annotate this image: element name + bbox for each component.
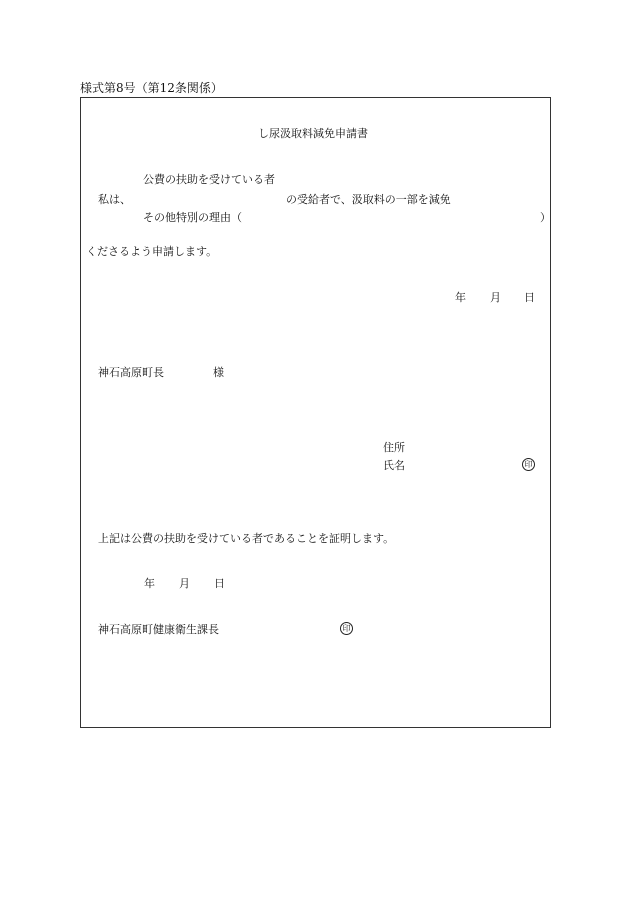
applicant-seal-icon: 印	[522, 458, 535, 471]
reason-option-public-assistance: 公費の扶助を受けている者	[143, 173, 275, 186]
reason-close-bracket: ）	[540, 211, 551, 224]
addressee-name: 神石高原町長	[98, 366, 164, 379]
subject-prefix: 私は、	[98, 193, 131, 206]
certifier-title: 神石高原町健康衛生課長	[98, 623, 219, 636]
certification-date-day: 日	[214, 577, 225, 590]
form-title: し尿汲取料減免申請書	[258, 127, 368, 140]
subject-suffix: の受給者で、汲取料の一部を減免	[286, 193, 451, 206]
certification-statement: 上記は公費の扶助を受けている者であることを証明します。	[98, 532, 395, 545]
date-day-label: 日	[524, 291, 535, 304]
certification-date-year: 年	[144, 577, 155, 590]
reason-option-other: その他特別の理由（	[143, 211, 242, 224]
form-number: 様式第8号（第12条関係）	[80, 81, 223, 95]
date-year-label: 年	[455, 291, 466, 304]
applicant-name-label: 氏名	[383, 459, 405, 472]
addressee-honorific: 様	[213, 366, 224, 379]
date-month-label: 月	[490, 291, 501, 304]
certifier-seal-icon: 印	[340, 622, 353, 635]
request-closing: くださるよう申請します。	[86, 245, 218, 258]
applicant-address-label: 住所	[383, 441, 405, 454]
certification-date-month: 月	[179, 577, 190, 590]
